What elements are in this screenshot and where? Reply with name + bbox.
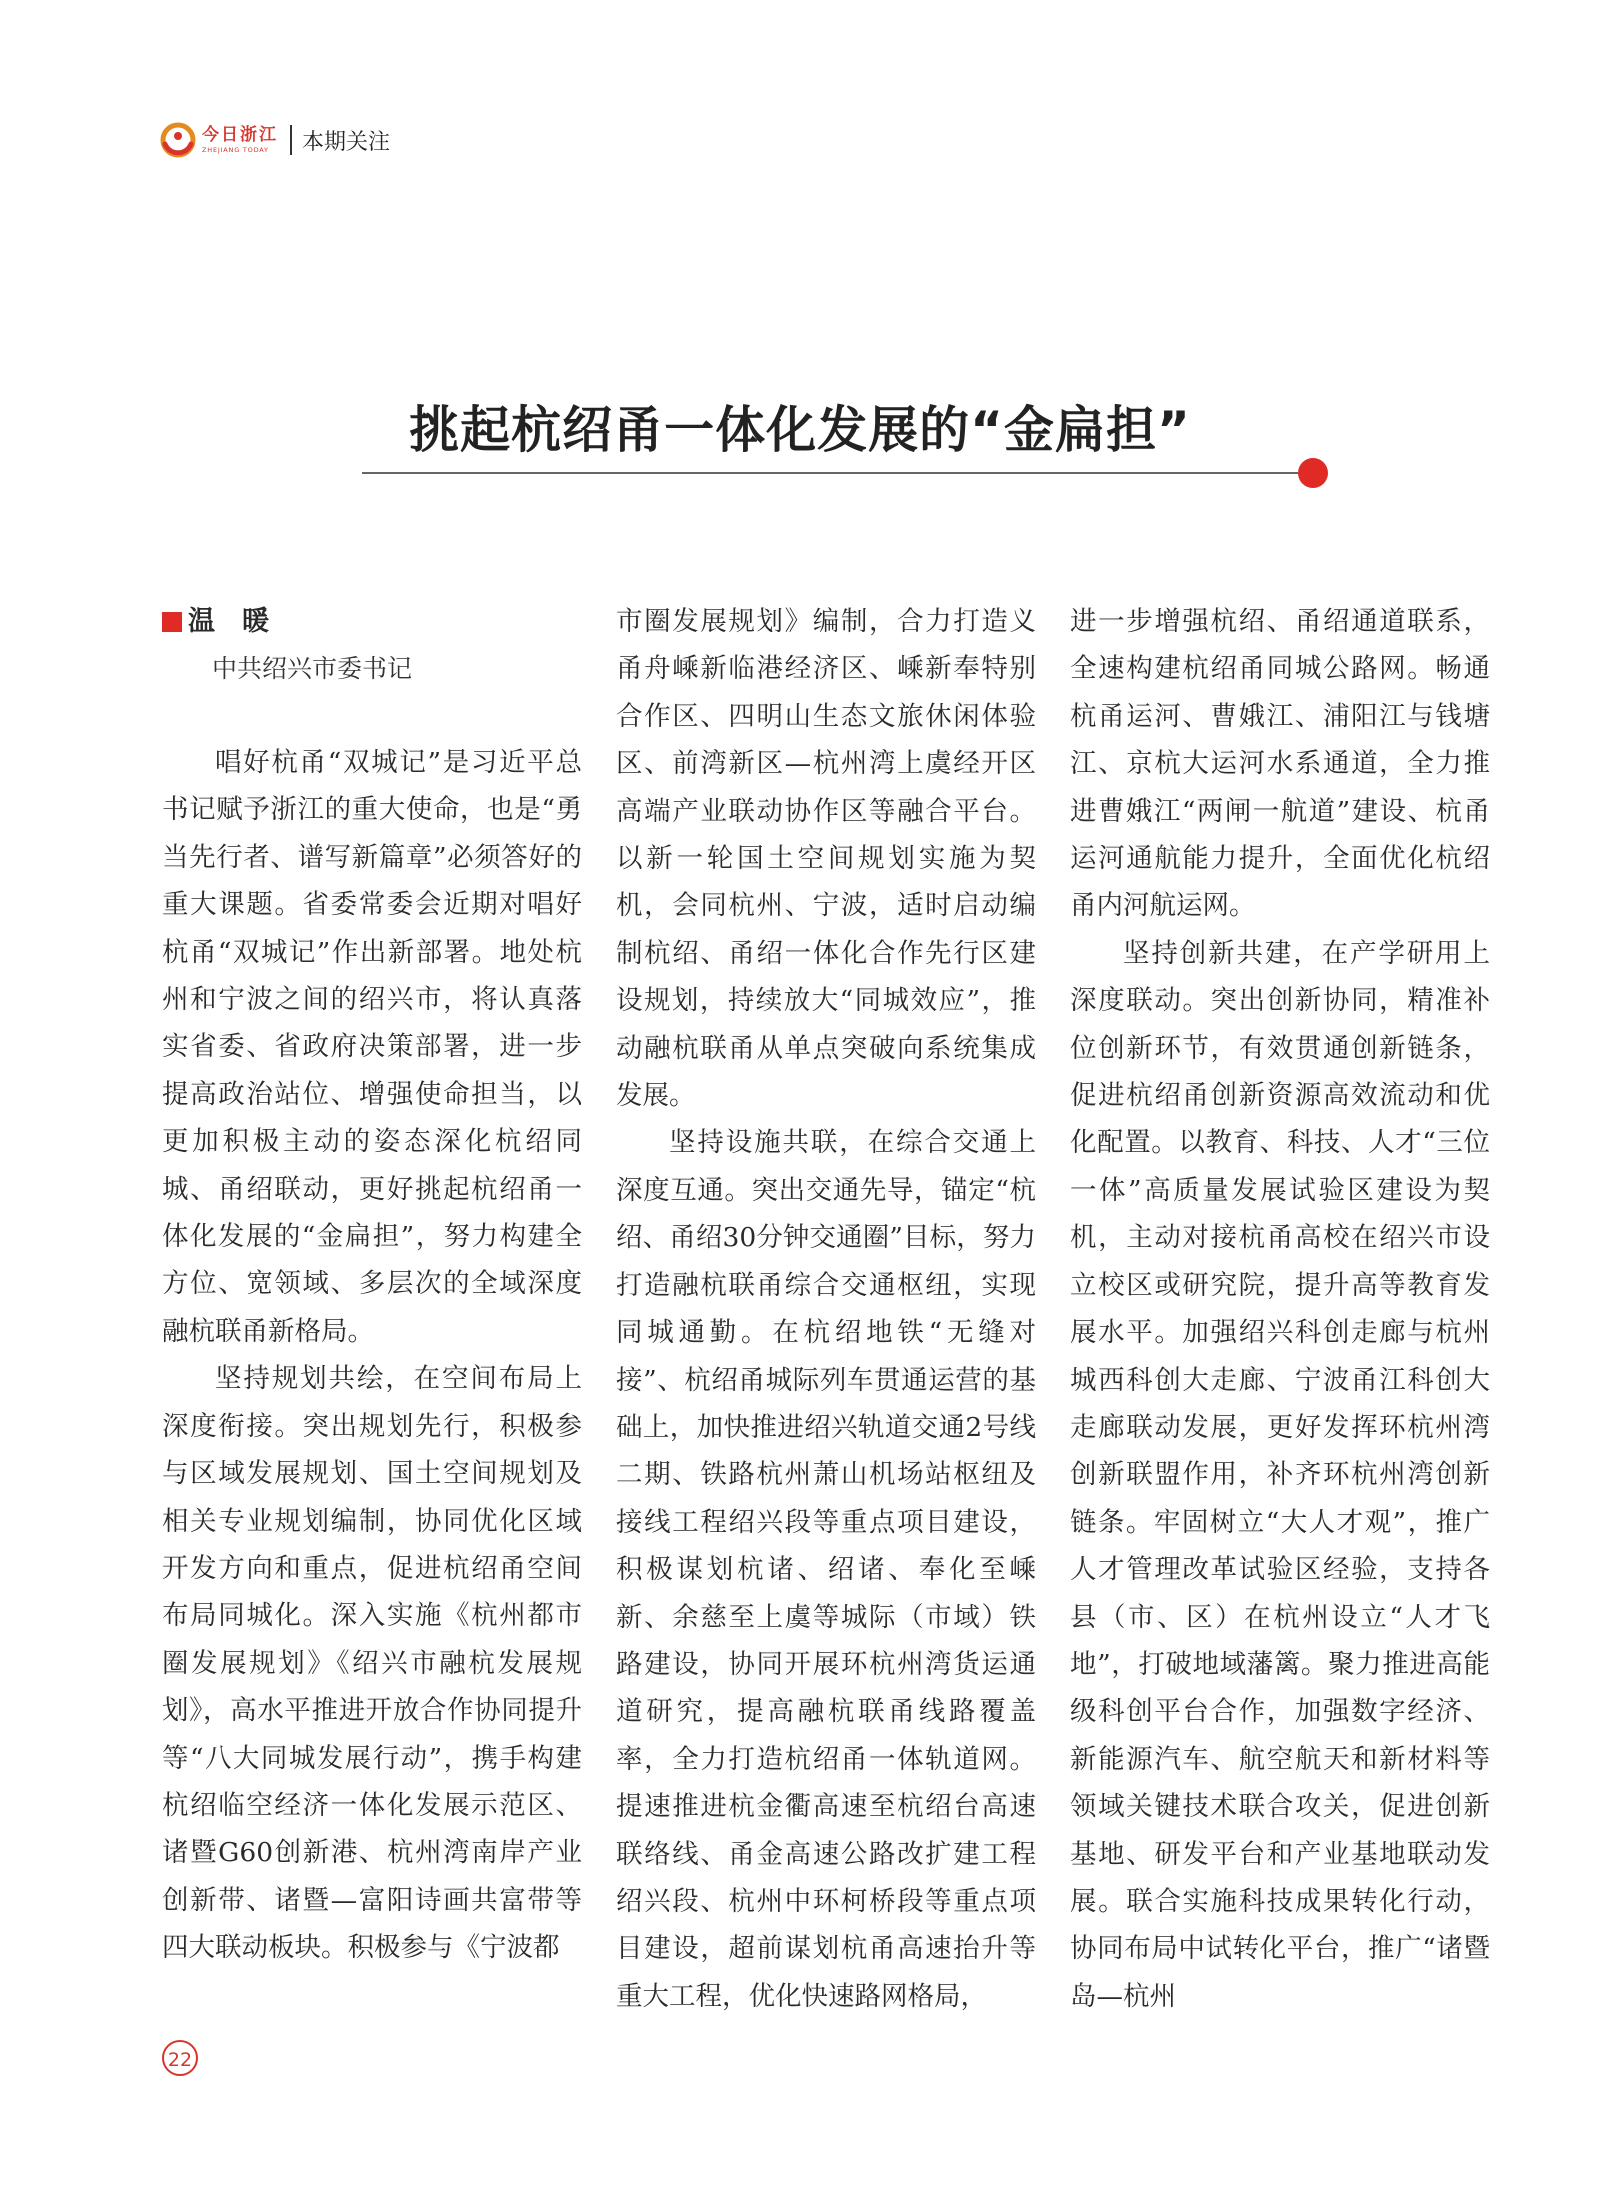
title-rule — [362, 472, 1302, 474]
logo-chinese-text: 今日浙江 — [202, 124, 278, 145]
paragraph: 坚持规划共绘，在空间布局上深度衔接。突出规划先行，积极参与区域发展规划、国土空间规划及相关专业规划编制，协同优化区域开发方向和重点，促进杭绍甬空间布局同城化。深入实施《杭州都市圈发展规划》《绍兴市融杭发展规划》，高水平推进开放合作协同提升等“八大同城发展行动”，携手构建杭绍临空经济一体化发展示范区、诸暨G60创新港、杭州湾南岸产业创新带、诸暨—富阳诗画共富带等四大联动板块。积极参与《宁波都 — [162, 1363, 582, 1964]
paragraph: 坚持设施共联，在综合交通上深度互通。突出交通先导，锚定“杭绍、甬绍30分钟交通圈”目标，努力打造融杭联甬综合交通枢纽，实现同城通勤。在杭绍地铁“无缝对接”、杭绍甬城际列车贯通运营的基础上，加快推进绍兴轨道交通2号线二期、铁路杭州萧山机场站枢纽及接线工程绍兴段等重点项目建设，积极谋划杭诸、绍诸、奉化至嵊新、余慈至上虞等城际（市域）铁路建设，协同开展环杭州湾货运通道研究，提高融杭联甬线路覆盖率，全力打造杭绍甬一体轨道网。提速推进杭金衢高速至杭绍台高速联络线、甬金高速公路改扩建工程绍兴段、杭州中环柯桥段等重点项目建设，超前谋划杭甬高速抬升等重大工程，优化快速路网格局， — [616, 1127, 1036, 2012]
spacer — [162, 692, 582, 739]
text-column-2 — [616, 598, 1036, 2020]
page-number: 22 — [162, 2040, 198, 2076]
article-title: 挑起杭绍甬一体化发展的“金扁担” — [409, 401, 1191, 459]
text-column-3 — [1070, 598, 1490, 2020]
text-column-1 — [162, 598, 582, 1972]
author-role: 中共绍兴市委书记 — [212, 654, 413, 683]
paragraph: 进一步增强杭绍、甬绍通道联系，全速构建杭绍甬同城公路网。畅通杭甬运河、曹娥江、浦阳江与钱塘江、京杭大运河水系通道，全力推进曹娥江“两闸一航道”建设、杭甬运河通航能力提升，全面优化杭绍甬内河航运网。 — [1070, 606, 1490, 922]
logo-english-text: ZHEJIANG TODAY — [202, 145, 269, 154]
page-header — [160, 118, 390, 162]
author-name: 温 暖 — [188, 606, 269, 637]
author-marker-icon — [162, 612, 182, 632]
section-name: 本期关注 — [302, 129, 391, 155]
title-rule-dot — [1298, 458, 1328, 488]
paragraph: 市圈发展规划》编制，合力打造义甬舟嵊新临港经济区、嵊新奉特别合作区、四明山生态文旅休闲体验区、前湾新区—杭州湾上虞经开区高端产业联动协作区等融合平台。以新一轮国土空间规划实施为契机，会同杭州、宁波，适时启动编制杭绍、甬绍一体化合作先行区建设规划，持续放大“同城效应”，推动融杭联甬从单点突破向系统集成发展。 — [616, 606, 1036, 1112]
author-line — [162, 598, 582, 645]
logo-swirl-icon — [160, 122, 196, 158]
magazine-logo — [160, 122, 278, 158]
paragraph: 唱好杭甬“双城记”是习近平总书记赋予浙江的重大使命，也是“勇当先行者、谱写新篇章”必须答好的重大课题。省委常委会近期对唱好杭甬“双城记”作出新部署。地处杭州和宁波之间的绍兴市，将认真落实省委、省政府决策部署，进一步提高政治站位、增强使命担当，以更加积极主动的姿态深化杭绍同城、甬绍联动，更好挑起杭绍甬一体化发展的“金扁担”，努力构建全方位、宽领域、多层次的全域深度融杭联甬新格局。 — [162, 747, 582, 1347]
paragraph: 坚持创新共建，在产学研用上深度联动。突出创新协同，精准补位创新环节，有效贯通创新链条，促进杭绍甬创新资源高效流动和优化配置。以教育、科技、人才“三位一体”高质量发展试验区建设为契机，主动对接杭甬高校在绍兴市设立校区或研究院，提升高等教育发展水平。加强绍兴科创走廊与杭州城西科创大走廊、宁波甬江科创大走廊联动发展，更好发挥环杭州湾创新联盟作用，补齐环杭州湾创新链条。牢固树立“大人才观”，推广人才管理改革试验区经验，支持各县（市、区）在杭州设立“人才飞地”，打破地域藩篱。聚力推进高能级科创平台合作，加强数字经济、新能源汽车、航空航天和新材料等领域关键技术联合攻关，促进创新基地、研发平台和产业基地联动发展。联合实施科技成果转化行动，协同布局中试转化平台，推广“诸暨岛—杭州 — [1070, 937, 1490, 2012]
header-divider — [290, 125, 292, 155]
